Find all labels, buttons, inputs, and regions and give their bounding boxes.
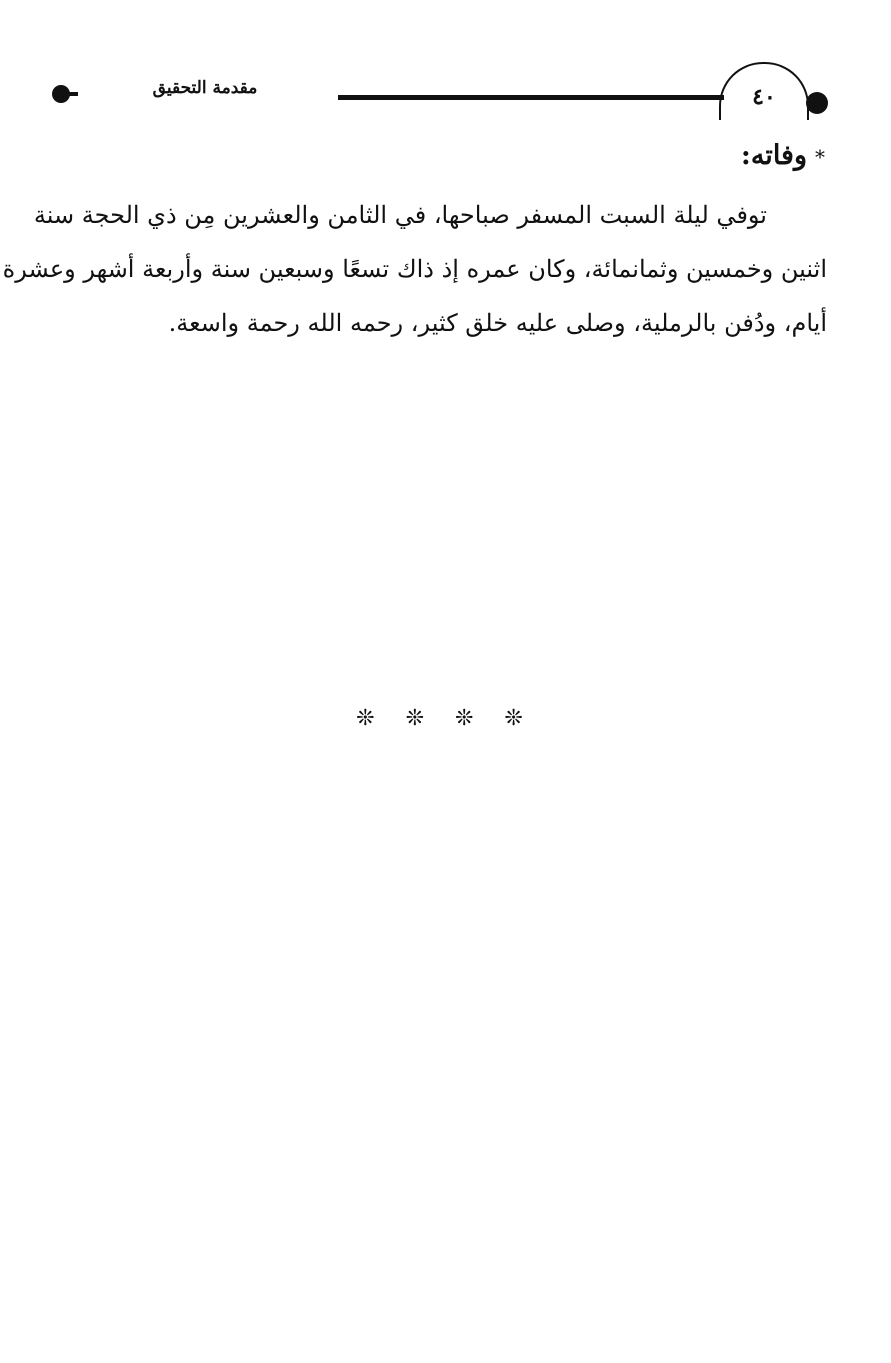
page-number: ٤٠ <box>752 84 776 110</box>
header-rule <box>338 95 724 100</box>
section-heading <box>741 140 825 171</box>
page-header <box>0 0 891 130</box>
section-heading-text: وفاته: <box>740 140 807 171</box>
heading-star-icon: * <box>815 145 825 169</box>
paragraph-line: اثنين وخمسين وثمانمائة، وكان عمره إذ ذاك تسعًا وسبعين سنة وأربعة أشهر وعشرة <box>2 255 827 283</box>
paragraph-line: أيام، ودُفن بالرملية، وصلى عليه خلق كثير، رحمه الله رحمة واسعة. <box>168 309 827 337</box>
left-bullet-tail <box>68 92 78 96</box>
body-paragraph <box>2 188 827 350</box>
running-title: مقدمة التحقيق <box>152 78 258 98</box>
right-bullet-ornament <box>806 92 828 114</box>
paragraph-line: توفي ليلة السبت المسفر صباحها، في الثامن والعشرين مِن ذي الحجة سنة <box>33 201 767 229</box>
section-end-ornament: ❊ ❊ ❊ ❊ <box>356 706 535 731</box>
